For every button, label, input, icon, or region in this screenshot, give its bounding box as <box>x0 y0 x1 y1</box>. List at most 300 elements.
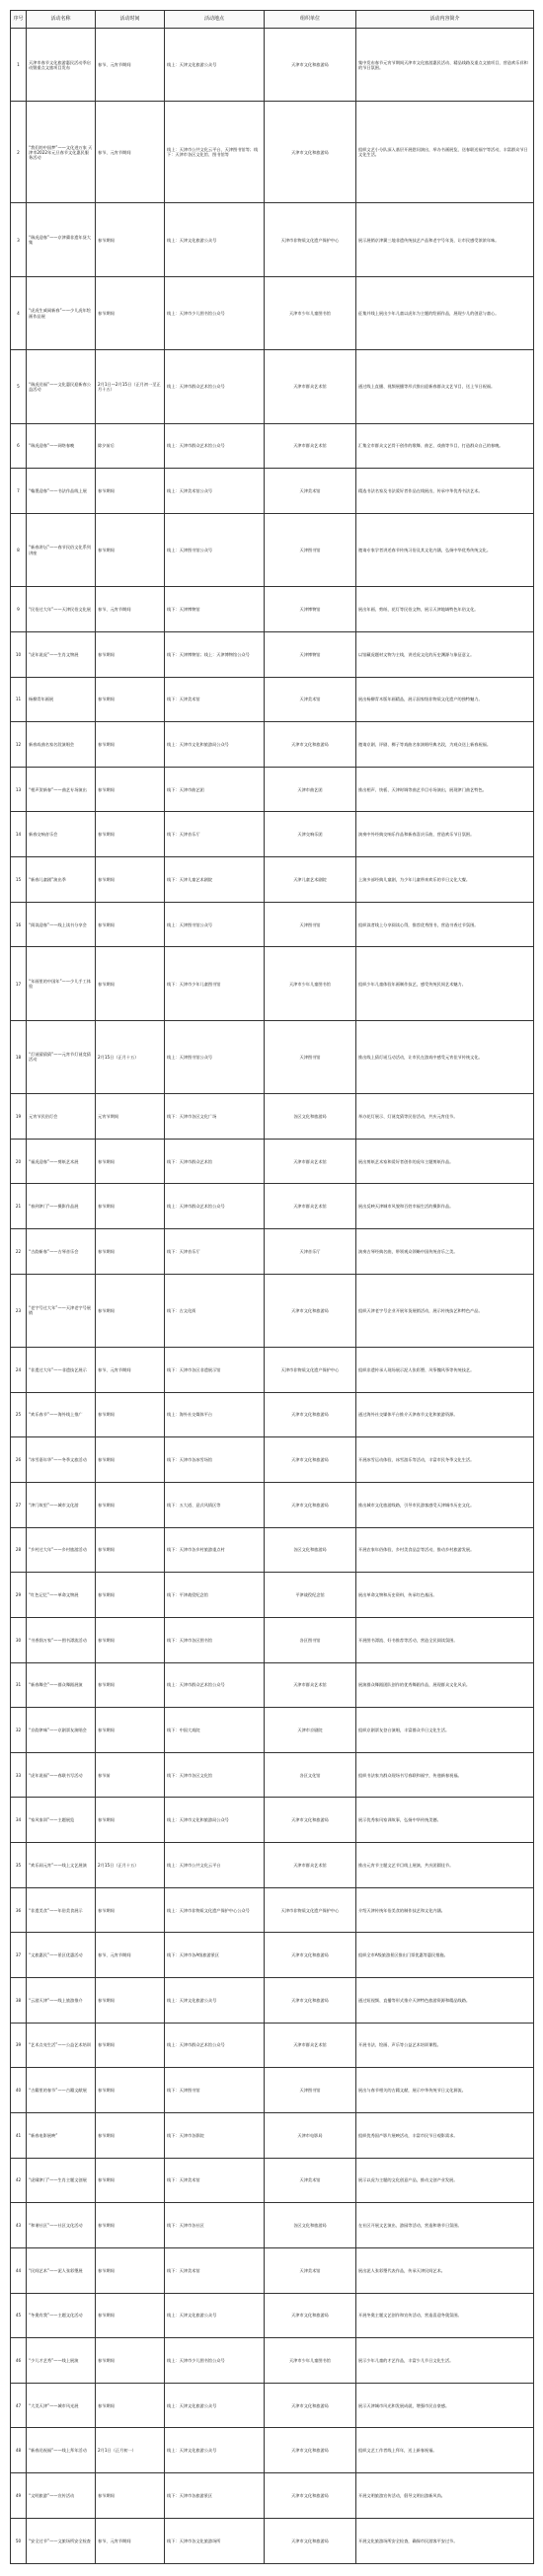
cell-org: 天津市群众艺术馆 <box>265 2023 356 2068</box>
cell-name: “少儿才艺秀”——线上展演 <box>27 2338 96 2384</box>
cell-name: “大美天津”——城市风光展 <box>27 2383 96 2428</box>
cell-place: 线上：天津市群众艺术馆公众号 <box>165 1662 265 1708</box>
cell-org: 天津市文化和旅游局 <box>265 1483 356 1528</box>
cell-time: 春节期间 <box>96 902 165 947</box>
cell-place: 线上：天津文化旅游公众号 <box>165 2383 265 2428</box>
cell-no: 24 <box>11 1348 27 1393</box>
cell-time: 春节期间 <box>96 947 165 1020</box>
table-row <box>11 1798 534 1843</box>
cell-desc: 开展文明旅游宣传活动，倡导文明出游新风尚。 <box>356 2473 534 2519</box>
cell-place: 线下：天津市曲艺团 <box>165 767 265 812</box>
table-row <box>11 2247 534 2293</box>
cell-no: 5 <box>11 350 27 423</box>
cell-org: 天津音乐厅 <box>265 1229 356 1275</box>
cell-org: 天津市文化和旅游局 <box>265 1437 356 1483</box>
document-page <box>10 10 533 2564</box>
cell-name: “瑞虎迎春”——京津冀非遗年货大集 <box>27 203 96 276</box>
cell-place: 线下：天津市各文化旅游场所 <box>165 2518 265 2563</box>
cell-place: 线下：天津市各社区 <box>165 2203 265 2248</box>
table-row <box>11 1184 534 1229</box>
cell-desc: 组织京剧票友登台演唱，丰富群众节日文化生活。 <box>356 1708 534 1753</box>
cell-time: 春节期间 <box>96 2068 165 2113</box>
cell-time: 春节期间 <box>96 1274 165 1347</box>
cell-place: 线下：天津市各影院 <box>165 2112 265 2158</box>
cell-org: 天津市文化和旅游局 <box>265 722 356 768</box>
cell-no: 13 <box>11 767 27 812</box>
cell-name: “瑞虎送福”——文化惠民迎新春公益活动 <box>27 350 96 423</box>
cell-name: 新春交响音乐会 <box>27 812 96 857</box>
cell-org: 天津市文化和旅游局 <box>265 1274 356 1347</box>
cell-no: 50 <box>11 2518 27 2563</box>
cell-desc: 组织少年儿童体验年画制作技艺，感受传统民间艺术魅力。 <box>356 947 534 1020</box>
cell-org: 天津博物馆 <box>265 631 356 677</box>
cell-name: “阅读迎春”——线上读书分享会 <box>27 902 96 947</box>
cell-no: 38 <box>11 1978 27 2024</box>
cell-time: 春节、元宵节期间 <box>96 102 165 203</box>
cell-time: 春节期间 <box>96 1573 165 1618</box>
cell-no: 21 <box>11 1184 27 1229</box>
cell-name: 新春戏曲名家名段演唱会 <box>27 722 96 768</box>
cell-place: 线下：天津美术馆 <box>165 677 265 722</box>
cell-no: 11 <box>11 677 27 722</box>
cell-time: 元宵节期间 <box>96 1094 165 1140</box>
cell-no: 31 <box>11 1662 27 1708</box>
cell-name: 杨柳青年画展 <box>27 677 96 722</box>
cell-name: “翰墨迎春”——书法作品线上展 <box>27 469 96 514</box>
cell-time: 春节期间 <box>96 2473 165 2519</box>
table-row <box>11 677 534 722</box>
cell-time: 春节期间 <box>96 1527 165 1573</box>
cell-place: 线上：天津市群众艺术馆公众号 <box>165 350 265 423</box>
cell-time: 春节期间 <box>96 2247 165 2293</box>
cell-desc: 展出革命文物和历史资料，传承红色基因。 <box>356 1573 534 1618</box>
cell-time: 春节期间 <box>96 1437 165 1483</box>
cell-name: “虎年说福”——春联书写活动 <box>27 1752 96 1798</box>
table-row <box>11 1229 534 1275</box>
cell-time: 春节期间 <box>96 2112 165 2158</box>
table-row <box>11 2068 534 2113</box>
cell-time: 春节期间 <box>96 2158 165 2203</box>
cell-desc: 开展农家年俗体验、乡村美食品尝等活动，推动乡村旅游发展。 <box>356 1527 534 1573</box>
table-row <box>11 350 534 423</box>
table-row <box>11 1094 534 1140</box>
cell-name: 元宵节民俗灯会 <box>27 1094 96 1140</box>
cell-place: 线上：天津市群众艺术馆公众号 <box>165 1184 265 1229</box>
cell-place: 线上：天津市非物质文化遗产保护中心公众号 <box>165 1887 265 1933</box>
cell-desc: 在社区开展文艺演出、游园等活动，营造和谐节日氛围。 <box>356 2203 534 2248</box>
cell-place: 线上：天津市少儿图书馆公众号 <box>165 276 265 349</box>
cell-place: 线上：天津图书馆公众号 <box>165 1020 265 1093</box>
cell-name: “文旅惠民”——景区优惠活动 <box>27 1933 96 1978</box>
table-row <box>11 767 534 812</box>
cell-org: 天津市群众艺术馆 <box>265 1662 356 1708</box>
cell-desc: 组织书法家为群众现场书写春联和福字，传递新春祝福。 <box>356 1752 534 1798</box>
cell-no: 29 <box>11 1573 27 1618</box>
cell-no: 32 <box>11 1708 27 1753</box>
cell-name: “欢乐闹元宵”——线上文艺展演 <box>27 1843 96 1888</box>
cell-no: 43 <box>11 2203 27 2248</box>
cell-name: “非遗美食”——年俗美食展示 <box>27 1887 96 1933</box>
activity-table <box>10 10 534 2564</box>
cell-place: 线下：天津市各旅游景区 <box>165 2473 265 2519</box>
cell-desc: 开展冬奥主题文艺创作和宣传活动，营造喜迎冬奥氛围。 <box>356 2293 534 2338</box>
cell-time: 春节期间 <box>96 1978 165 2024</box>
table-row <box>11 1708 534 1753</box>
cell-time: 春节期间 <box>96 203 165 276</box>
cell-desc: 展示优秀家风家训故事，弘扬中华传统美德。 <box>356 1798 534 1843</box>
cell-desc: 通过海外社交媒体平台推介天津春节文化和旅游资源。 <box>356 1392 534 1437</box>
cell-no: 30 <box>11 1617 27 1662</box>
cell-no: 35 <box>11 1843 27 1888</box>
cell-name: “古籍里的春节”——古籍文献展 <box>27 2068 96 2113</box>
cell-name: “相声贺新春”——曲艺专场演出 <box>27 767 96 812</box>
cell-org: 天津儿童艺术剧院 <box>265 857 356 903</box>
cell-org: 天津交响乐团 <box>265 812 356 857</box>
cell-org: 天津市少年儿童图书馆 <box>265 947 356 1020</box>
header-name: 活动名称 <box>27 11 96 29</box>
cell-desc: 展示以虎为主题的文化创意产品，推动文创产业发展。 <box>356 2158 534 2203</box>
cell-name: “乡村过大年”——乡村旅游活动 <box>27 1527 96 1573</box>
cell-org: 天津博物馆 <box>265 587 356 632</box>
cell-desc: 通过线上直播、视频展播等形式推出迎新春群众文艺节目，送上节日祝福。 <box>356 350 534 423</box>
cell-desc: 征集并线上展出少年儿童以虎年为主题的绘画作品，展现少儿的创意与童心。 <box>356 276 534 349</box>
table-row <box>11 2383 534 2428</box>
cell-desc: 展出剪纸艺术家和爱好者创作的虎年主题剪纸作品。 <box>356 1139 534 1184</box>
cell-no: 14 <box>11 812 27 857</box>
cell-time: 春节期间 <box>96 276 165 349</box>
cell-name: “冬奥有我”——主题文化活动 <box>27 2293 96 2338</box>
table-row <box>11 2293 534 2338</box>
cell-name: “云游天津”——线上旅游推介 <box>27 1978 96 2024</box>
cell-time: 春节期间 <box>96 513 165 586</box>
cell-time: 春节期间 <box>96 1184 165 1229</box>
table-row <box>11 722 534 768</box>
table-row <box>11 2112 534 2158</box>
table-row <box>11 1392 534 1437</box>
cell-desc: 开展图书漂流、好书推荐等活动，营造全民阅读氛围。 <box>356 1617 534 1662</box>
cell-place: 线下：天津市群众艺术馆 <box>165 1139 265 1184</box>
cell-time: 春节、元宵节期间 <box>96 29 165 102</box>
cell-no: 37 <box>11 1933 27 1978</box>
cell-no: 48 <box>11 2428 27 2473</box>
cell-time: 春节期间 <box>96 2293 165 2338</box>
cell-desc: 通过短视频、直播等形式推介天津特色旅游资源和精品线路。 <box>356 1978 534 2024</box>
cell-name: “新春舞会”——群众舞蹈展演 <box>27 1662 96 1708</box>
cell-time: 春节期间 <box>96 2023 165 2068</box>
cell-desc: 展出泥人张彩塑代表作品，传承天津民间艺术。 <box>356 2247 534 2293</box>
cell-no: 9 <box>11 587 27 632</box>
cell-name: “非遗过大年”——非遗技艺展示 <box>27 1348 96 1393</box>
cell-time: 春节期间 <box>96 1617 165 1662</box>
cell-no: 28 <box>11 1527 27 1573</box>
cell-org: 各区文化和旅游局 <box>265 2203 356 2248</box>
header-no: 序号 <box>11 11 27 29</box>
cell-place: 线下：天津市各乡村旅游重点村 <box>165 1527 265 1573</box>
table-row <box>11 2158 534 2203</box>
cell-time: 春节、元宵节期间 <box>96 2518 165 2563</box>
cell-name: “民间艺术”——泥人张彩塑展 <box>27 2247 96 2293</box>
cell-org: 天津市曲艺团 <box>265 767 356 812</box>
cell-time: 春节期间 <box>96 1798 165 1843</box>
cell-time: 春节期间 <box>96 1229 165 1275</box>
cell-no: 3 <box>11 203 27 276</box>
cell-place: 线下：天津儿童艺术剧院 <box>165 857 265 903</box>
cell-place: 线上：天津市文化和旅游局公众号 <box>165 1798 265 1843</box>
cell-org: 天津市少年儿童图书馆 <box>265 2338 356 2384</box>
cell-org: 天津图书馆 <box>265 513 356 586</box>
cell-place: 线上：天津文化旅游公众号 <box>165 203 265 276</box>
cell-place: 线上：天津文化旅游公众号 <box>165 2293 265 2338</box>
cell-place: 线下：天津图书馆 <box>165 2068 265 2113</box>
cell-place: 线上：天津文化旅游公众号 <box>165 2428 265 2473</box>
cell-name: “新春儿童剧”演出季 <box>27 857 96 903</box>
cell-org: 天津市非物质文化遗产保护中心 <box>265 203 356 276</box>
cell-name: “文明旅游”——宣传活动 <box>27 2473 96 2519</box>
table-row <box>11 2518 534 2563</box>
cell-no: 15 <box>11 857 27 903</box>
cell-place: 线上：天津文化旅游公众号 <box>165 29 265 102</box>
cell-name: “安全过节”——文旅场所安全检查 <box>27 2518 96 2563</box>
cell-name: “春到津门”——摄影作品展 <box>27 1184 96 1229</box>
cell-org: 天津市群众艺术馆 <box>265 350 356 423</box>
cell-org: 天津市少年儿童图书馆 <box>265 276 356 349</box>
cell-time: 春节期间 <box>96 1483 165 1528</box>
cell-no: 7 <box>11 469 27 514</box>
cell-name: “京韵津味”——京剧票友演唱会 <box>27 1708 96 1753</box>
cell-desc: 演奏古琴经典名曲，带领观众领略中国传统音乐之美。 <box>356 1229 534 1275</box>
cell-org: 天津市非物质文化遗产保护中心 <box>265 1887 356 1933</box>
cell-org: 天津市非物质文化遗产保护中心 <box>265 1348 356 1393</box>
cell-place: 线上：天津图书馆公众号 <box>165 513 265 586</box>
cell-no: 18 <box>11 1020 27 1093</box>
table-row <box>11 1527 534 1573</box>
table-row <box>11 1274 534 1347</box>
cell-desc: 组织文艺小分队深入基层开展慰问演出，举办书画展览、送春联送福字等活动，丰富群众节日文化生活。 <box>356 102 534 203</box>
cell-place: 线下：天津市少年儿童图书馆 <box>165 947 265 1020</box>
cell-org: 天津市文化和旅游局 <box>265 1798 356 1843</box>
cell-name: “红色记忆”——革命文物展 <box>27 1573 96 1618</box>
cell-time: 春节期间 <box>96 469 165 514</box>
header-time: 活动时间 <box>96 11 165 29</box>
cell-place: 线下：五大道、意式风情区等 <box>165 1483 265 1528</box>
cell-org: 天津市群众艺术馆 <box>265 423 356 469</box>
table-row <box>11 1662 534 1708</box>
table-body <box>11 29 534 2564</box>
header-org: 组织单位 <box>265 11 356 29</box>
table-row <box>11 2203 534 2248</box>
cell-org: 天津市文化和旅游局 <box>265 1978 356 2024</box>
cell-place: 线下：天津美术馆 <box>165 2158 265 2203</box>
cell-name: “欢乐春节”——海外线上推广 <box>27 1392 96 1437</box>
cell-no: 12 <box>11 722 27 768</box>
cell-name: “和谐社区”——社区文化活动 <box>27 2203 96 2248</box>
header-place: 活动地点 <box>165 11 265 29</box>
cell-desc: 介绍天津传统年俗美食的制作技艺和文化内涵。 <box>356 1887 534 1933</box>
cell-place: 线下：天津市各冰雪场馆 <box>165 1437 265 1483</box>
table-row <box>11 1887 534 1933</box>
cell-name: “虎虎生威闹新春”——少儿虎年绘画作品展 <box>27 276 96 349</box>
cell-time: 春节期间 <box>96 1662 165 1708</box>
cell-desc: 展示少年儿童的才艺作品，丰富少儿节日文化生活。 <box>356 2338 534 2384</box>
cell-time: 春节期间 <box>96 1392 165 1437</box>
cell-place: 线下：天津美术馆 <box>165 2247 265 2293</box>
cell-org: 天津市文化和旅游局 <box>265 2293 356 2338</box>
cell-desc: 展示天津城市风光和发展成就，增强市民自豪感。 <box>356 2383 534 2428</box>
cell-name: 天津市春节文化旅游惠民活动季启动暨重点文旅项目发布 <box>27 29 96 102</box>
cell-org: 天津市群众艺术馆 <box>265 1843 356 1888</box>
cell-no: 6 <box>11 423 27 469</box>
cell-desc: 精选书法名家及书法爱好者作品在线展出，传承中华优秀书法艺术。 <box>356 469 534 514</box>
cell-place: 线下：天津音乐厅 <box>165 812 265 857</box>
cell-desc: 展出与春节相关的古籍文献，展示中华传统节日文化源流。 <box>356 2068 534 2113</box>
cell-org: 天津美术馆 <box>265 677 356 722</box>
cell-no: 20 <box>11 1139 27 1184</box>
cell-place: 线上：天津文化旅游公众号 <box>165 1978 265 2024</box>
cell-org: 天津图书馆 <box>265 902 356 947</box>
cell-no: 36 <box>11 1887 27 1933</box>
cell-no: 40 <box>11 2068 27 2113</box>
table-row <box>11 1573 534 1618</box>
cell-desc: 展演群众舞蹈团队创作的优秀舞蹈作品，展现群众文化风采。 <box>356 1662 534 1708</box>
cell-name: “古韵新春”——古琴音乐会 <box>27 1229 96 1275</box>
cell-no: 42 <box>11 2158 27 2203</box>
cell-time: 2月15日（正月十五） <box>96 1843 165 1888</box>
cell-time: 2月1日—2月15日（正月初一至正月十五） <box>96 350 165 423</box>
cell-name: “艺术点亮生活”——公益艺术培训 <box>27 2023 96 2068</box>
cell-time: 春节期间 <box>96 1887 165 1933</box>
cell-name: “灯谜猜猜猜”——元宵节灯谜竞猜活动 <box>27 1020 96 1093</box>
cell-no: 23 <box>11 1274 27 1347</box>
cell-no: 16 <box>11 902 27 947</box>
cell-place: 线下：中国大戏院 <box>165 1708 265 1753</box>
cell-time: 2月15日（正月十五） <box>96 1020 165 1093</box>
table-row <box>11 812 534 857</box>
cell-place: 线上：海外社交媒体平台 <box>165 1392 265 1437</box>
cell-name: “冰雪嘉年华”——冬季文旅活动 <box>27 1437 96 1483</box>
cell-desc: 组织文艺工作者线上拜年，送上新春祝福。 <box>356 2428 534 2473</box>
cell-desc: 以馆藏虎题材文物为主线，讲述虎文化的历史渊源与象征意义。 <box>356 631 534 677</box>
table-row <box>11 2338 534 2384</box>
cell-place: 线上：天津图书馆公众号 <box>165 902 265 947</box>
table-row <box>11 1617 534 1662</box>
table-row <box>11 2473 534 2519</box>
cell-time: 春节期间 <box>96 677 165 722</box>
cell-org: 天津市文化和旅游局 <box>265 2383 356 2428</box>
cell-time: 春节期间 <box>96 722 165 768</box>
cell-org: 天津市文化和旅游局 <box>265 2518 356 2563</box>
cell-time: 春节期间 <box>96 2203 165 2248</box>
cell-time: 春节、元宵节期间 <box>96 1348 165 1393</box>
cell-time: 春节前 <box>96 1752 165 1798</box>
cell-org: 天津美术馆 <box>265 2158 356 2203</box>
cell-no: 19 <box>11 1094 27 1140</box>
cell-name: “虎年说虎”——生肖文物展 <box>27 631 96 677</box>
table-row <box>11 587 534 632</box>
cell-place: 线下：天津市各A级旅游景区 <box>165 1933 265 1978</box>
cell-no: 34 <box>11 1798 27 1843</box>
table-row <box>11 2428 534 2473</box>
cell-name: “瑞虎迎春”——网络春晚 <box>27 423 96 469</box>
cell-no: 33 <box>11 1752 27 1798</box>
cell-desc: 展示展销京津冀三地非遗传统技艺产品和老字号年货，让市民感受浓浓年味。 <box>356 203 534 276</box>
cell-org: 天津市文化和旅游局 <box>265 2473 356 2519</box>
cell-name: “书香润万家”——图书漂流活动 <box>27 1617 96 1662</box>
cell-place: 线下：天津市各区图书馆 <box>165 1617 265 1662</box>
cell-desc: 组织优秀国产影片展映活动，丰富市民节日观影需求。 <box>356 2112 534 2158</box>
cell-org: 天津图书馆 <box>265 1020 356 1093</box>
table-row <box>11 902 534 947</box>
cell-name: “民俗过大年”——天津民俗文化展 <box>27 587 96 632</box>
cell-no: 26 <box>11 1437 27 1483</box>
cell-desc: 举办花灯展示、灯谜竞猜等民俗活动，共庆元宵佳节。 <box>356 1094 534 1140</box>
cell-desc: 演奏中外经典交响乐作品和新春喜庆乐曲，营造欢乐节日氛围。 <box>356 812 534 857</box>
cell-no: 47 <box>11 2383 27 2428</box>
cell-no: 27 <box>11 1483 27 1528</box>
cell-no: 8 <box>11 513 27 586</box>
cell-place: 线下：天津音乐厅 <box>165 1229 265 1275</box>
cell-desc: 推出城市文化旅游线路，引导市民游客感受天津城市历史文化。 <box>356 1483 534 1528</box>
cell-place: 线下：平津战役纪念馆 <box>165 1573 265 1618</box>
table-row <box>11 203 534 276</box>
cell-name: “福虎迎春”——剪纸艺术展 <box>27 1139 96 1184</box>
cell-place: 线下：古文化街 <box>165 1274 265 1347</box>
cell-desc: 集中发布春节元宵节期间天津市文化旅游惠民活动、精品线路及重点文旅项目，营造欢乐祥和的节日氛围。 <box>356 29 534 102</box>
cell-desc: 展出杨柳青木版年画精品，展示国家级非物质文化遗产的独特魅力。 <box>356 677 534 722</box>
cell-time: 春节期间 <box>96 857 165 903</box>
cell-name: “新春送祝福”——线上拜年活动 <box>27 2428 96 2473</box>
cell-name: “新春电影展映” <box>27 2112 96 2158</box>
table-header-row <box>11 11 534 29</box>
cell-no: 4 <box>11 276 27 349</box>
cell-place: 线上：天津市少儿图书馆公众号 <box>165 2338 265 2384</box>
cell-org: 天津美术馆 <box>265 469 356 514</box>
table-row <box>11 513 534 586</box>
cell-name: “老字号过大年”——天津老字号展销 <box>27 1274 96 1347</box>
cell-org: 天津市文化和旅游局 <box>265 29 356 102</box>
cell-desc: 开展文化旅游场所安全检查，确保市民游客平安过节。 <box>356 2518 534 2563</box>
cell-time: 春节期间 <box>96 2383 165 2428</box>
cell-org: 天津市文化和旅游局 <box>265 102 356 203</box>
cell-desc: 组织全市A级旅游景区推出门票优惠等惠民措施。 <box>356 1933 534 1978</box>
cell-place: 线下：天津市各区非遗展示馆 <box>165 1348 265 1393</box>
cell-org: 天津市文化和旅游局 <box>265 1933 356 1978</box>
cell-no: 46 <box>11 2338 27 2384</box>
cell-desc: 展出年画、剪纸、花灯等民俗文物，展示天津地域特色年俗文化。 <box>356 587 534 632</box>
cell-desc: 上演多部经典儿童剧，为少年儿童带来欢乐的节日文化大餐。 <box>356 857 534 903</box>
cell-org: 天津市电影局 <box>265 2112 356 2158</box>
table-row <box>11 1843 534 1888</box>
cell-org: 天津市群众艺术馆 <box>265 1184 356 1229</box>
table-row <box>11 29 534 102</box>
cell-no: 49 <box>11 2473 27 2519</box>
cell-time: 春节期间 <box>96 812 165 857</box>
table-row <box>11 1020 534 1093</box>
cell-org: 天津市文化和旅游局 <box>265 1392 356 1437</box>
cell-desc: 邀请京剧、评剧、梆子等戏曲名家演唱经典名段，为观众送上新春祝福。 <box>356 722 534 768</box>
cell-org: 天津图书馆 <box>265 2068 356 2113</box>
table-row <box>11 1437 534 1483</box>
cell-no: 10 <box>11 631 27 677</box>
cell-desc: 组织非遗传承人现场展示泥人张彩塑、风筝魏风筝等传统技艺。 <box>356 1348 534 1393</box>
table-row <box>11 1139 534 1184</box>
cell-place: 线下：天津市各区文化广场 <box>165 1094 265 1140</box>
cell-org: 各区文化馆 <box>265 1752 356 1798</box>
cell-org: 天津美术馆 <box>265 2247 356 2293</box>
cell-desc: 开展书法、绘画、声乐等公益艺术培训课程。 <box>356 2023 534 2068</box>
table-row <box>11 469 534 514</box>
table-row <box>11 1978 534 2024</box>
cell-place: 线下：天津博物馆；线上：天津博物馆公众号 <box>165 631 265 677</box>
